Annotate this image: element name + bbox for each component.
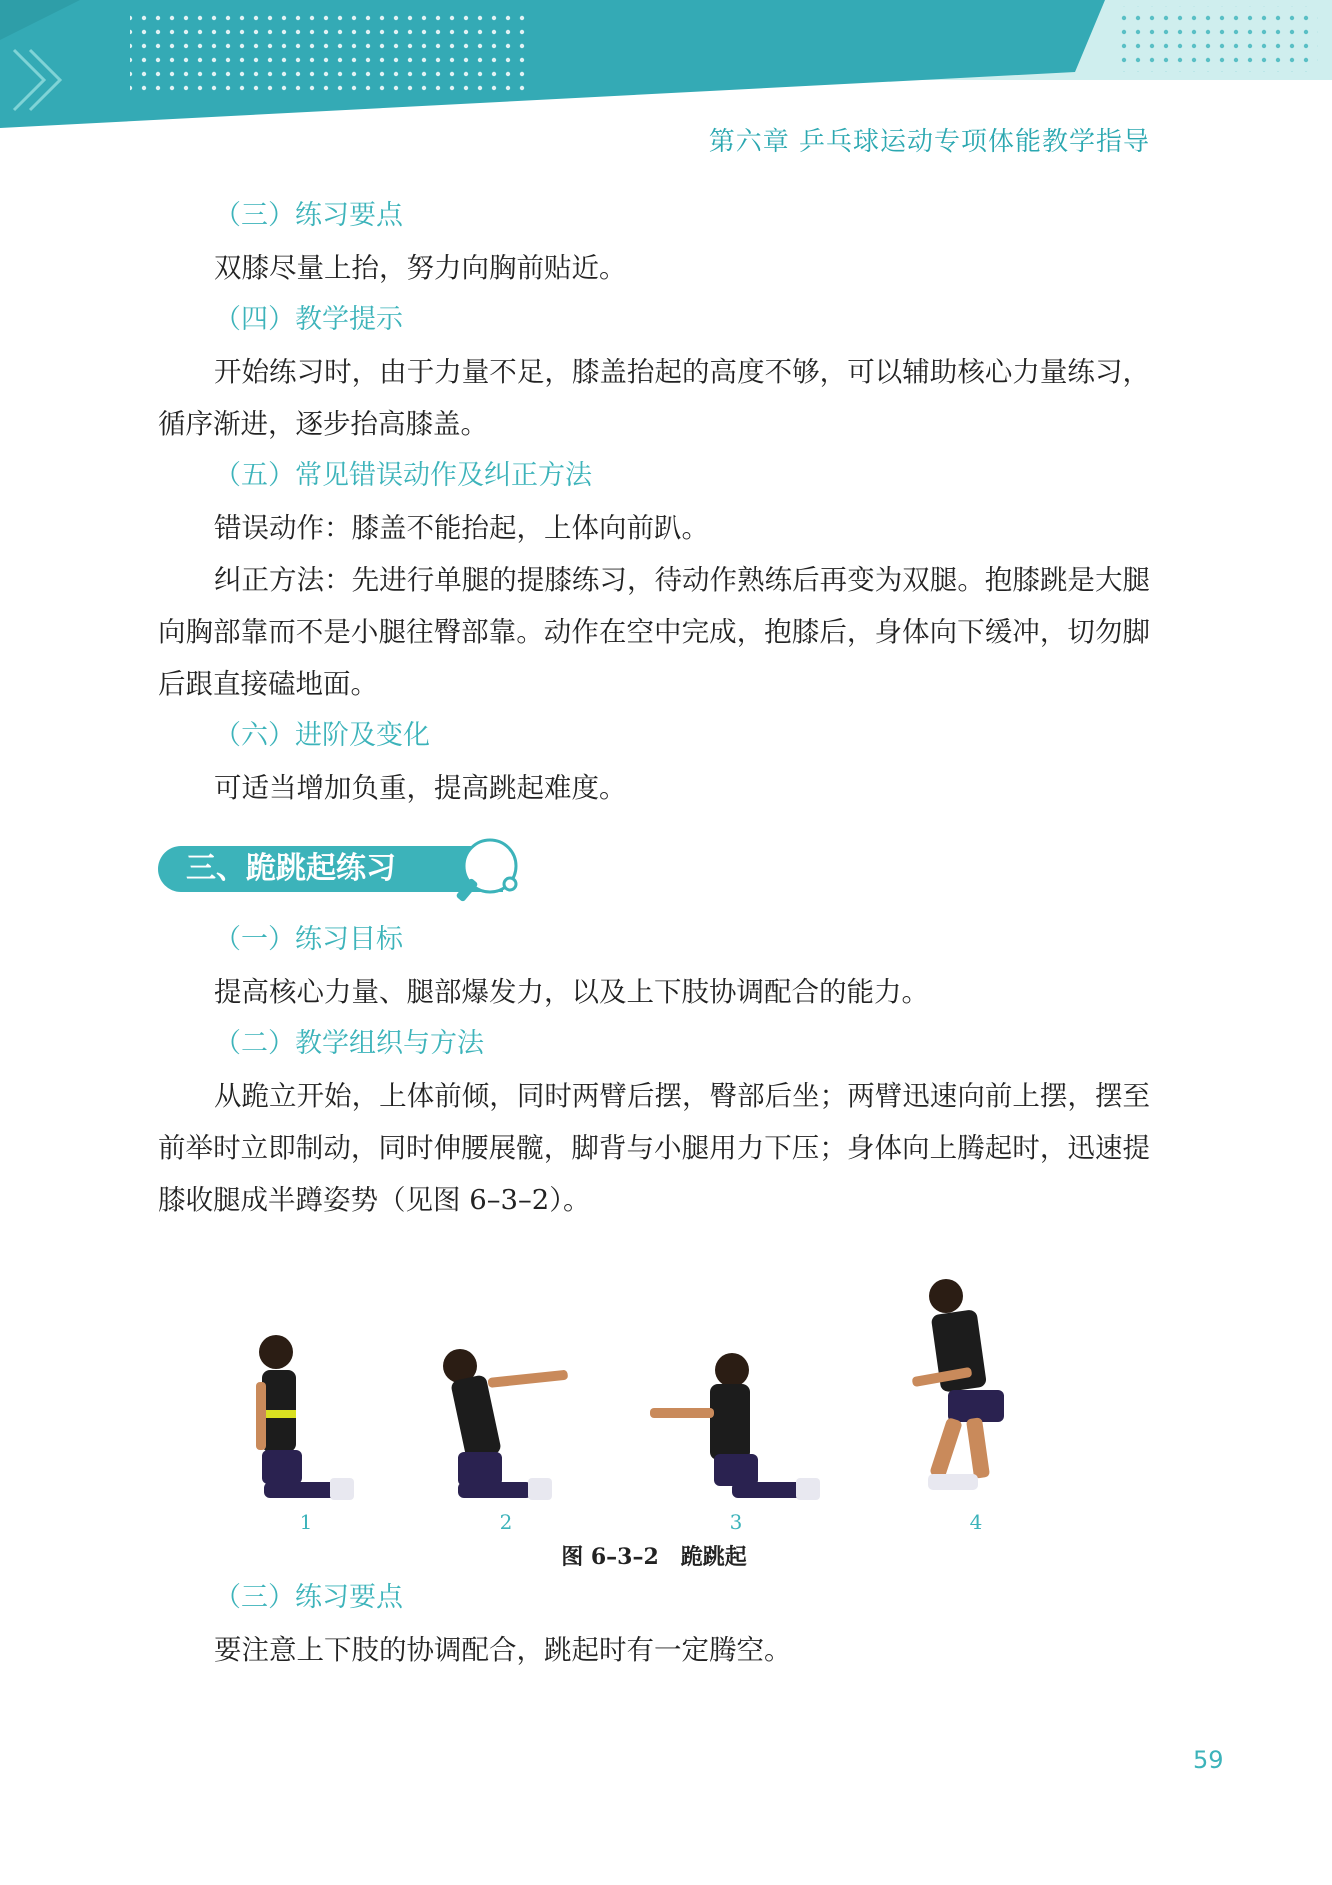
athlete-pose-2 <box>443 1349 568 1500</box>
figure-number-4: 4 <box>969 1510 983 1534</box>
page-content <box>158 190 1150 1676</box>
header-banner <box>0 0 1332 130</box>
heading-practice-points: （三）练习要点 <box>214 200 403 231</box>
section-title: 三、跪跳起练习 <box>186 851 396 886</box>
heading-advanced-variation: （六）进阶及变化 <box>214 720 430 751</box>
figure-number-1: 1 <box>299 1510 313 1534</box>
heading-practice-goal: （一）练习目标 <box>214 924 403 955</box>
paragraph-practice-points: 双膝尽量上抬，努力向胸前贴近。 <box>214 252 627 284</box>
figure-number-2: 2 <box>499 1510 513 1534</box>
paragraph-teaching-method: 从跪立开始，上体前倾，同时两臂后摆，臀部后坐；两臂迅速向前上摆，摆至前举时立即制动，同时伸腰展髋，脚背与小腿用力下压；身体向上腾起时，迅速提膝收腿成半蹲姿势（见图 6–3–2）。 <box>158 1080 1150 1216</box>
figure-caption: 图 6–3–2 跪跳起 <box>561 1544 747 1570</box>
heading-teaching-tips: （四）教学提示 <box>214 304 403 335</box>
paragraph-teaching-tips: 开始练习时，由于力量不足，膝盖抬起的高度不够，可以辅助核心力量练习，循序渐进，逐步抬高膝盖。 <box>158 356 1150 440</box>
paragraph-correction-method: 纠正方法：先进行单腿的提膝练习，待动作熟练后再变为双腿。抱膝跳是大腿向胸部靠而不是小腿往臀部靠。动作在空中完成，抱膝后，身体向下缓冲，切勿脚后跟直接磕地面。 <box>158 564 1150 700</box>
heading-common-errors: （五）常见错误动作及纠正方法 <box>214 460 592 491</box>
figure-kneeling-jump <box>158 1242 1150 1572</box>
paragraph-error-action: 错误动作：膝盖不能抬起，上体向前趴。 <box>214 512 709 544</box>
athlete-pose-3 <box>650 1353 820 1500</box>
paragraph-practice-goal: 提高核心力量、腿部爆发力，以及上下肢协调配合的能力。 <box>214 976 929 1008</box>
section-heading <box>158 836 1150 906</box>
kneeling-jump-photo-sequence <box>158 1242 1150 1512</box>
ping-pong-paddle-icon <box>448 836 528 906</box>
paragraph-advanced-variation: 可适当增加负重，提高跳起难度。 <box>214 772 627 804</box>
heading-practice-points-2: （三）练习要点 <box>214 1582 403 1613</box>
figure-number-3: 3 <box>729 1510 743 1534</box>
heading-teaching-method: （二）教学组织与方法 <box>214 1028 484 1059</box>
athlete-pose-1 <box>256 1335 354 1500</box>
chapter-title: 第六章 乒乓球运动专项体能教学指导 <box>708 127 1150 157</box>
athlete-pose-4 <box>912 1279 1004 1490</box>
paragraph-practice-points-2: 要注意上下肢的协调配合，跳起时有一定腾空。 <box>214 1634 792 1666</box>
page-number: 59 <box>1193 1746 1224 1774</box>
